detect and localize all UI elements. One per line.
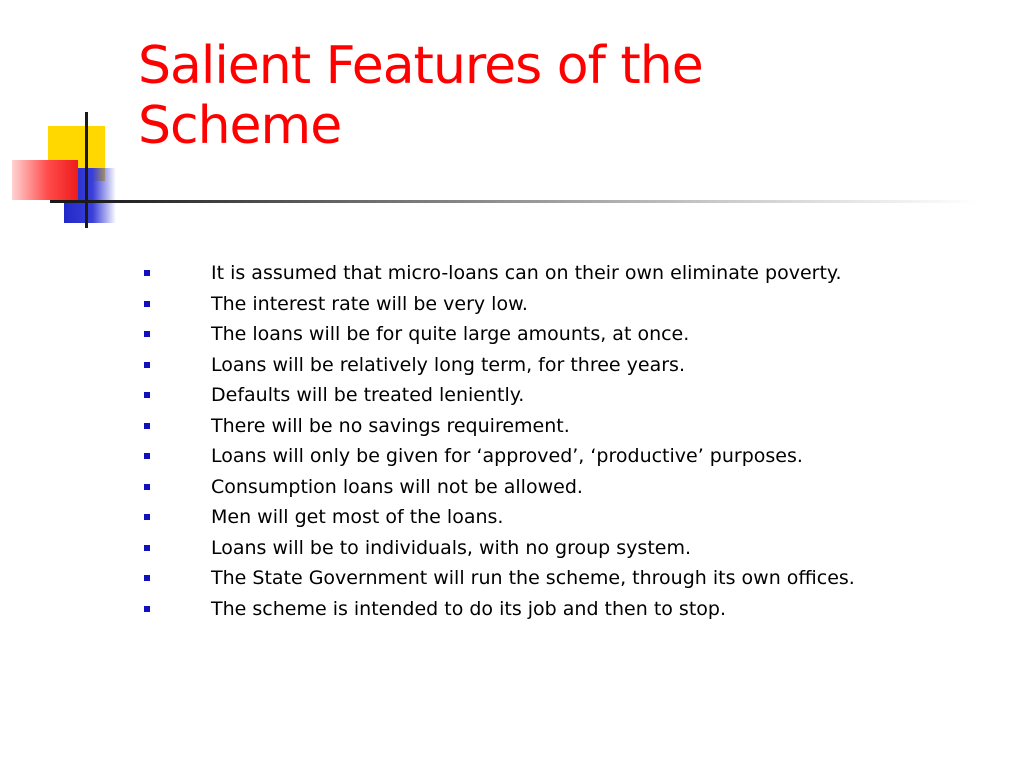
square-bullet-icon: [144, 423, 150, 429]
bullet-text: The State Government will run the scheme, through its own offices.: [211, 567, 855, 589]
bullet-item: [140, 289, 1010, 320]
slide-title-line-1: Salient Features of the: [138, 36, 703, 96]
bullet-item: [140, 472, 1010, 503]
bullet-text: The loans will be for quite large amounts, at once.: [211, 323, 690, 345]
logo-red-square: [12, 160, 78, 200]
bullet-text: Consumption loans will not be allowed.: [211, 475, 583, 498]
bullet-item: [140, 350, 1010, 381]
square-bullet-icon: [144, 575, 150, 581]
bullet-item: [140, 411, 1010, 442]
bullet-item: [140, 533, 1010, 564]
square-bullet-icon: [144, 606, 150, 612]
bullet-text: There will be no savings requirement.: [211, 414, 570, 437]
bullet-item: [140, 258, 1010, 289]
bullet-text: Men will get most of the loans.: [211, 506, 504, 528]
bullet-text: Loans will be relatively long term, for three years.: [211, 353, 685, 376]
logo-vertical-line: [85, 112, 88, 228]
bullet-text: Loans will be to individuals, with no group system.: [211, 536, 692, 559]
bullet-item: [140, 380, 1010, 411]
square-bullet-icon: [144, 514, 150, 520]
slide-title: [138, 36, 958, 156]
bullet-text: It is assumed that micro-loans can on their own eliminate poverty.: [211, 262, 842, 284]
bullet-text: Defaults will be treated leniently.: [211, 384, 525, 406]
title-divider: [88, 200, 978, 203]
bullet-item: [140, 563, 1010, 594]
square-bullet-icon: [144, 545, 150, 551]
bullet-item: [140, 502, 1010, 533]
square-bullet-icon: [144, 484, 150, 490]
square-bullet-icon: [144, 301, 150, 307]
square-bullet-icon: [144, 362, 150, 368]
bullet-item: [140, 319, 1010, 350]
square-bullet-icon: [144, 270, 150, 276]
decorative-squares-logo: [0, 0, 150, 240]
bullet-item: [140, 594, 1010, 625]
bullet-item: [140, 441, 1010, 472]
bullet-text: The scheme is intended to do its job and then to stop.: [211, 597, 727, 620]
square-bullet-icon: [144, 453, 150, 459]
bullet-text: The interest rate will be very low.: [211, 292, 528, 315]
slide-title-line-2: Scheme: [138, 96, 342, 156]
bullet-list: [140, 258, 1010, 624]
square-bullet-icon: [144, 392, 150, 398]
square-bullet-icon: [144, 331, 150, 337]
bullet-text: Loans will only be given for ‘approved’, ‘productive’ purposes.: [211, 445, 803, 467]
